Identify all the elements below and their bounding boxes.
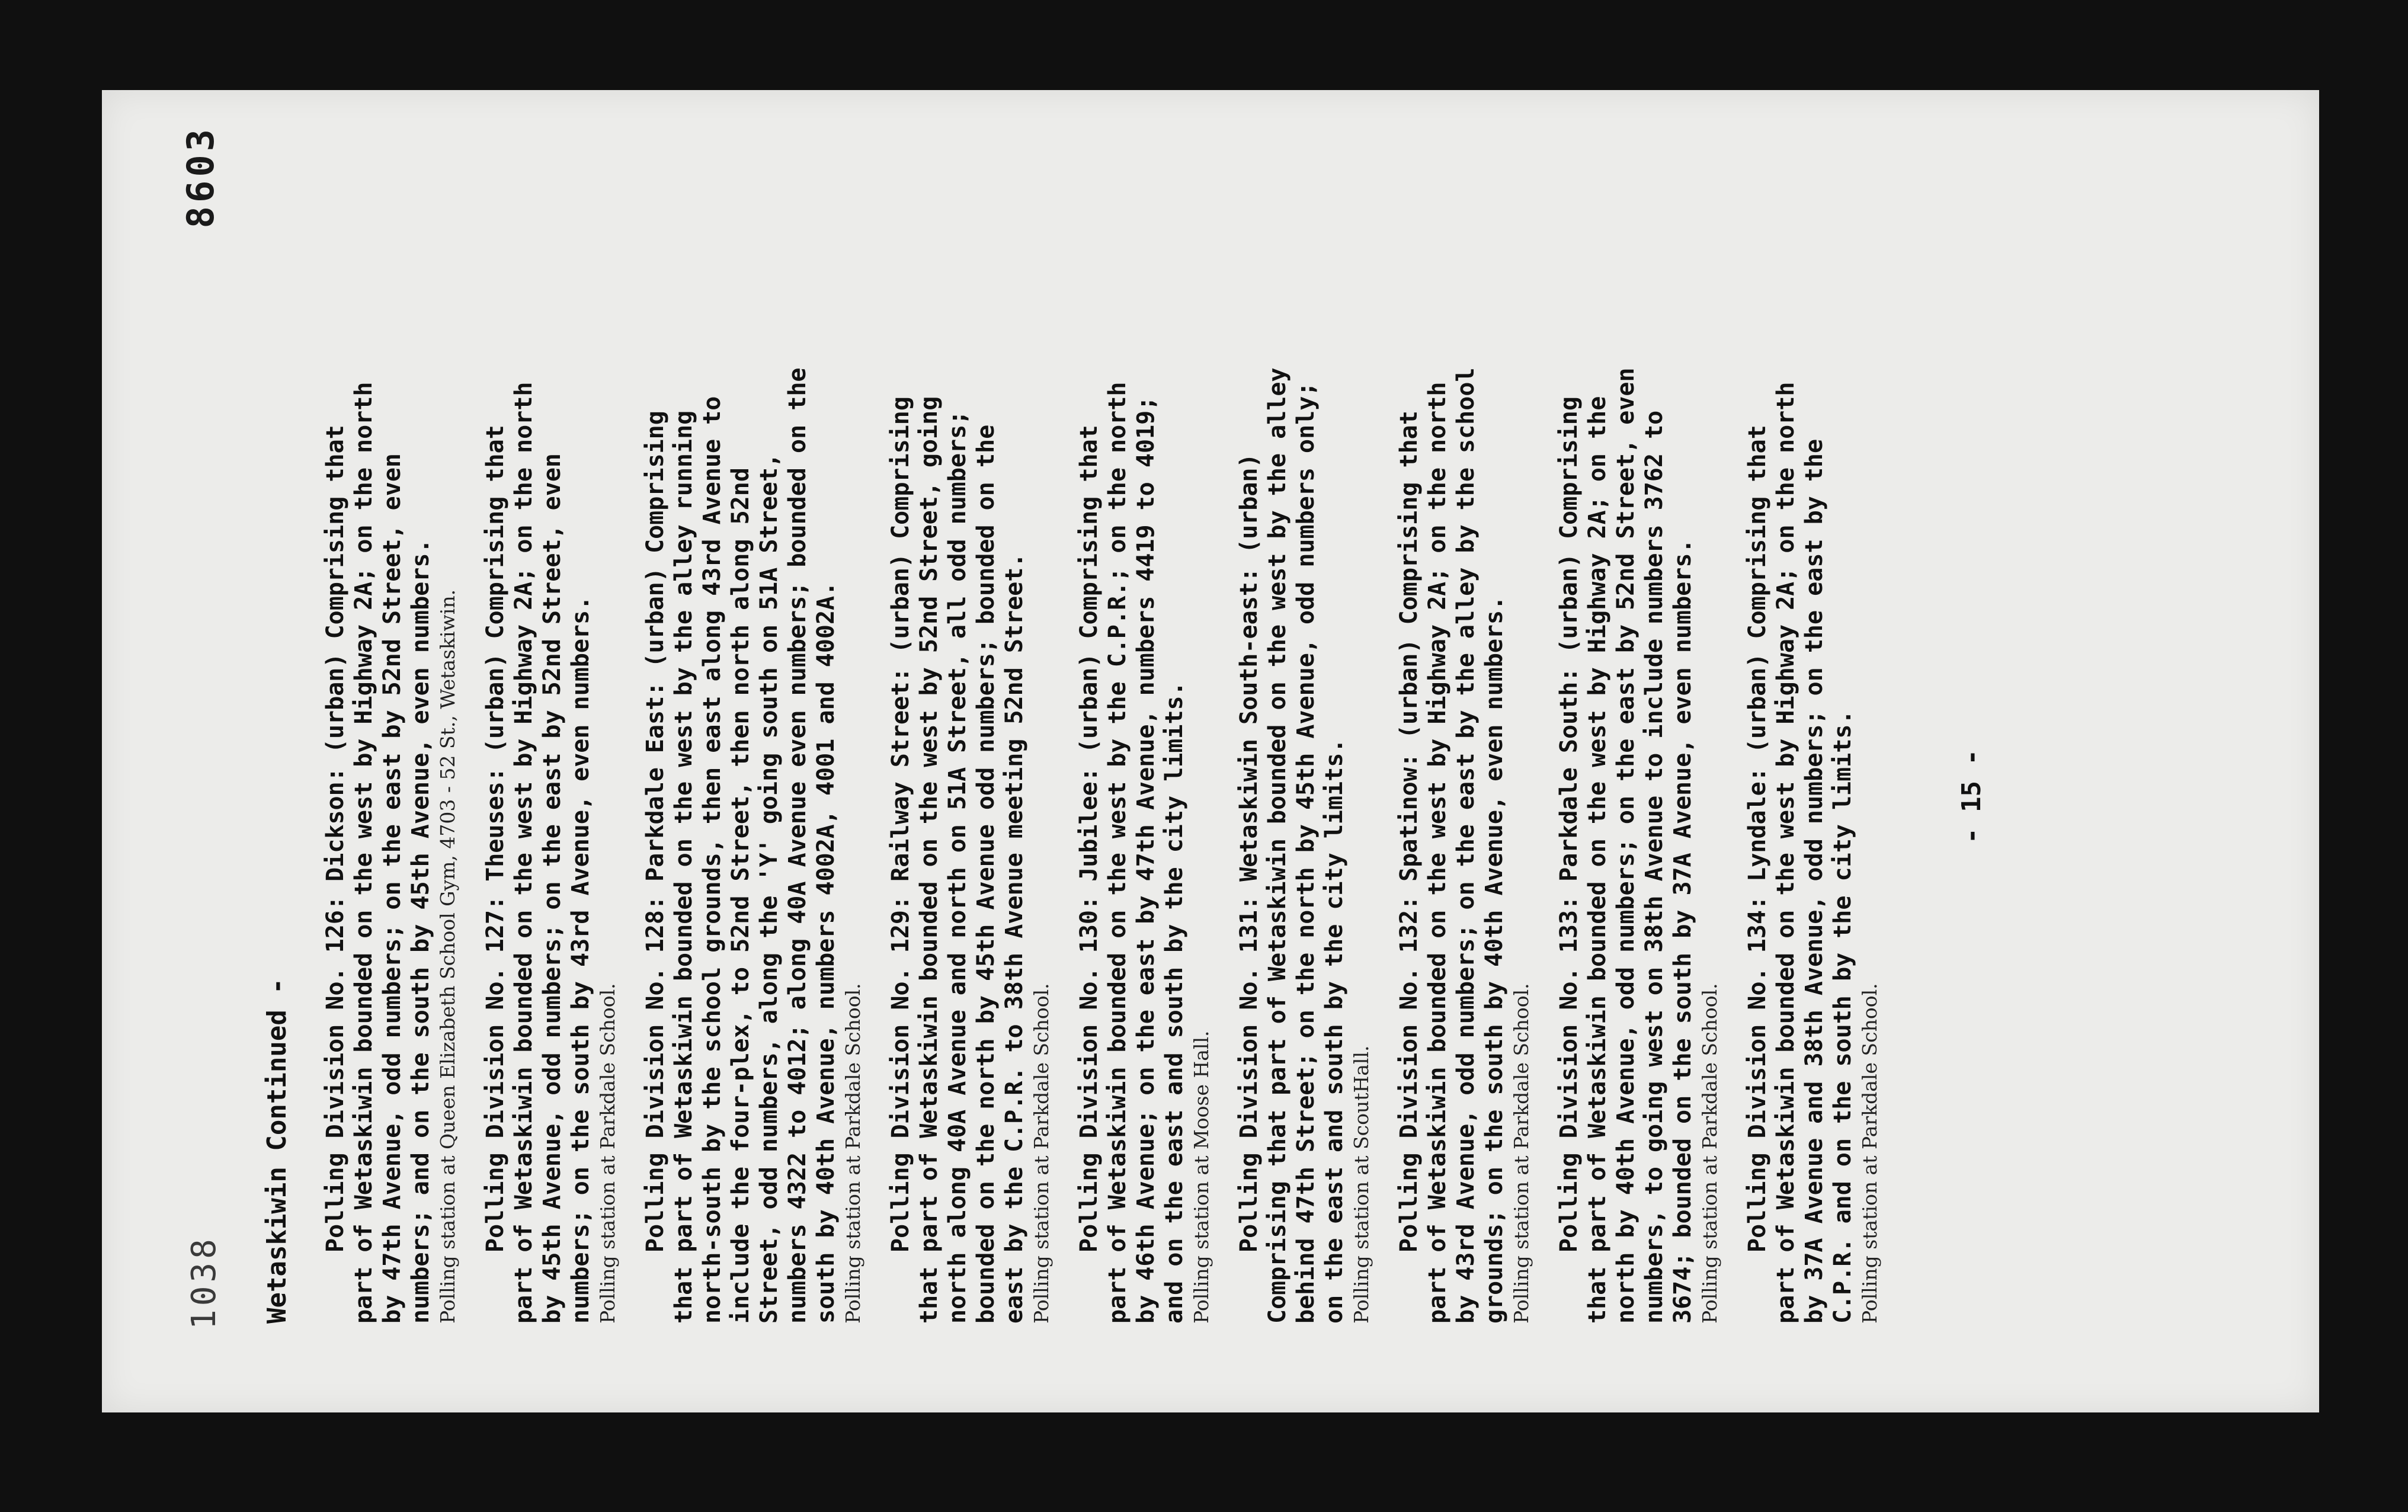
division-text: Polling Division No. 128: Parkdale East: (urban) Comprising that part of Wetaskiwin bounded on the west by the alley running north-south by the school grounds, then east along 43rd Avenue to include the four-plex, to 52nd Street, then north along 52nd Street, odd numbers, along the 'Y' going south on 51A Street, numbers 4322 to 4012; along 40A Avenue even numbers; bounded on the south by 40th Avenue, numbers 4002A, 4001 and 4002A.	[642, 353, 840, 1324]
division-text: Polling Division No. 134: Lyndale: (urban) Comprising that part of Wetaskiwin bounded on the west by Highway 2A; on the north by 37A Avenue and 38th Avenue, odd numbers; on the east by the C.P.R. and on the south by the city limits.	[1744, 367, 1856, 1324]
polling-station: Polling station at Queen Elizabeth School Gym, 4703 - 52 St., Wetaskiwin.	[436, 589, 459, 1324]
polling-station: Polling station at Parkdale School.	[596, 983, 619, 1324]
document-body	[321, 353, 1903, 1324]
section-heading: Wetaskiwin Continued -	[262, 978, 292, 1324]
division-text: Polling Division No. 129: Railway Street: (urban) Comprising that part of Wetaskiwin bounded on the west by 52nd Street, going north along 40A Avenue and north on 51A Street, all odd numbers; bounded on the north by 45th Avenue odd numbers; bounded on the east by the C.P.R. to 38th Avenue meeting 52nd Street.	[887, 382, 1028, 1324]
page-stamp-bottom: 1038	[185, 1235, 223, 1330]
rotated-text-block	[102, 90, 2319, 1412]
polling-station: Polling station at Parkdale School.	[1030, 983, 1053, 1324]
division-text: Polling Division No. 130: Jubilee: (urban) Comprising that part of Wetaskiwin bounded on the west by the C.P.R.; on the north by 46th Avenue; on the east by 47th Avenue, numbers 4419 to 4019; and on the east and south by the city limits.	[1075, 367, 1188, 1324]
division-text: Polling Division No. 133: Parkdale South: (urban) Comprising that part of Wetaskiwin bounded on the west by Highway 2A; on the north by 40th Avenue, odd numbers; on the east by 52nd Street, even numbers, to going west on 38th Avenue to include numbers 3762 to 3674; bounded on the south by 37A Avenue, even numbers.	[1555, 353, 1696, 1324]
polling-station: Polling station at Parkdale School.	[1698, 983, 1721, 1324]
polling-division-129	[886, 364, 1055, 1324]
page-number: - 15 -	[1956, 749, 1987, 844]
polling-division-133	[1555, 353, 1723, 1324]
polling-station: Polling station at Moose Hall.	[1190, 1030, 1213, 1324]
division-text: Polling Division No. 126: Dickson: (urban) Comprising that part of Wetaskiwin bounded on the west by Highway 2A; on the north by 47th Avenue, odd numbers; on the east by 52nd Street, even numbers; and on the south by 45th Avenue, even numbers.	[322, 367, 434, 1324]
polling-station: Polling station at ScoutHall.	[1350, 1045, 1373, 1324]
polling-division-130	[1075, 364, 1215, 1324]
page-stamp-top: 8603	[179, 126, 222, 229]
polling-station: Polling station at Parkdale School.	[841, 983, 864, 1324]
polling-division-127	[481, 364, 621, 1324]
document-page	[102, 90, 2319, 1412]
polling-station: Polling station at Parkdale School.	[1510, 983, 1533, 1324]
polling-division-128	[641, 353, 866, 1324]
division-text: Polling Division No. 131: Wetaskiwin South-east: (urban) Comprising that part of Wetaskiwin bounded on the west by the alley behind 47th Street; on the north by 45th Avenue, odd numbers only; on the east and south by the city limits.	[1235, 353, 1348, 1324]
division-text: Polling Division No. 132: Spatinow: (urban) Comprising that part of Wetaskiwin bounded on the west by Highway 2A; on the north by 43rd Avenue, odd numbers; on the east by the alley by the school grounds; on the south by 40th Avenue, even numbers.	[1395, 353, 1508, 1324]
polling-division-126	[321, 364, 461, 1324]
polling-division-131	[1235, 353, 1375, 1324]
polling-division-132	[1395, 353, 1535, 1324]
division-text: Polling Division No. 127: Theuses: (urban) Comprising that part of Wetaskiwin bounded on the west by Highway 2A; on the north by 45th Avenue, odd numbers; on the east by 52nd Street, even numbers; on the south by 43rd Avenue, even numbers.	[482, 367, 594, 1324]
polling-station: Polling station at Parkdale School.	[1858, 983, 1881, 1324]
polling-division-134	[1743, 364, 1883, 1324]
